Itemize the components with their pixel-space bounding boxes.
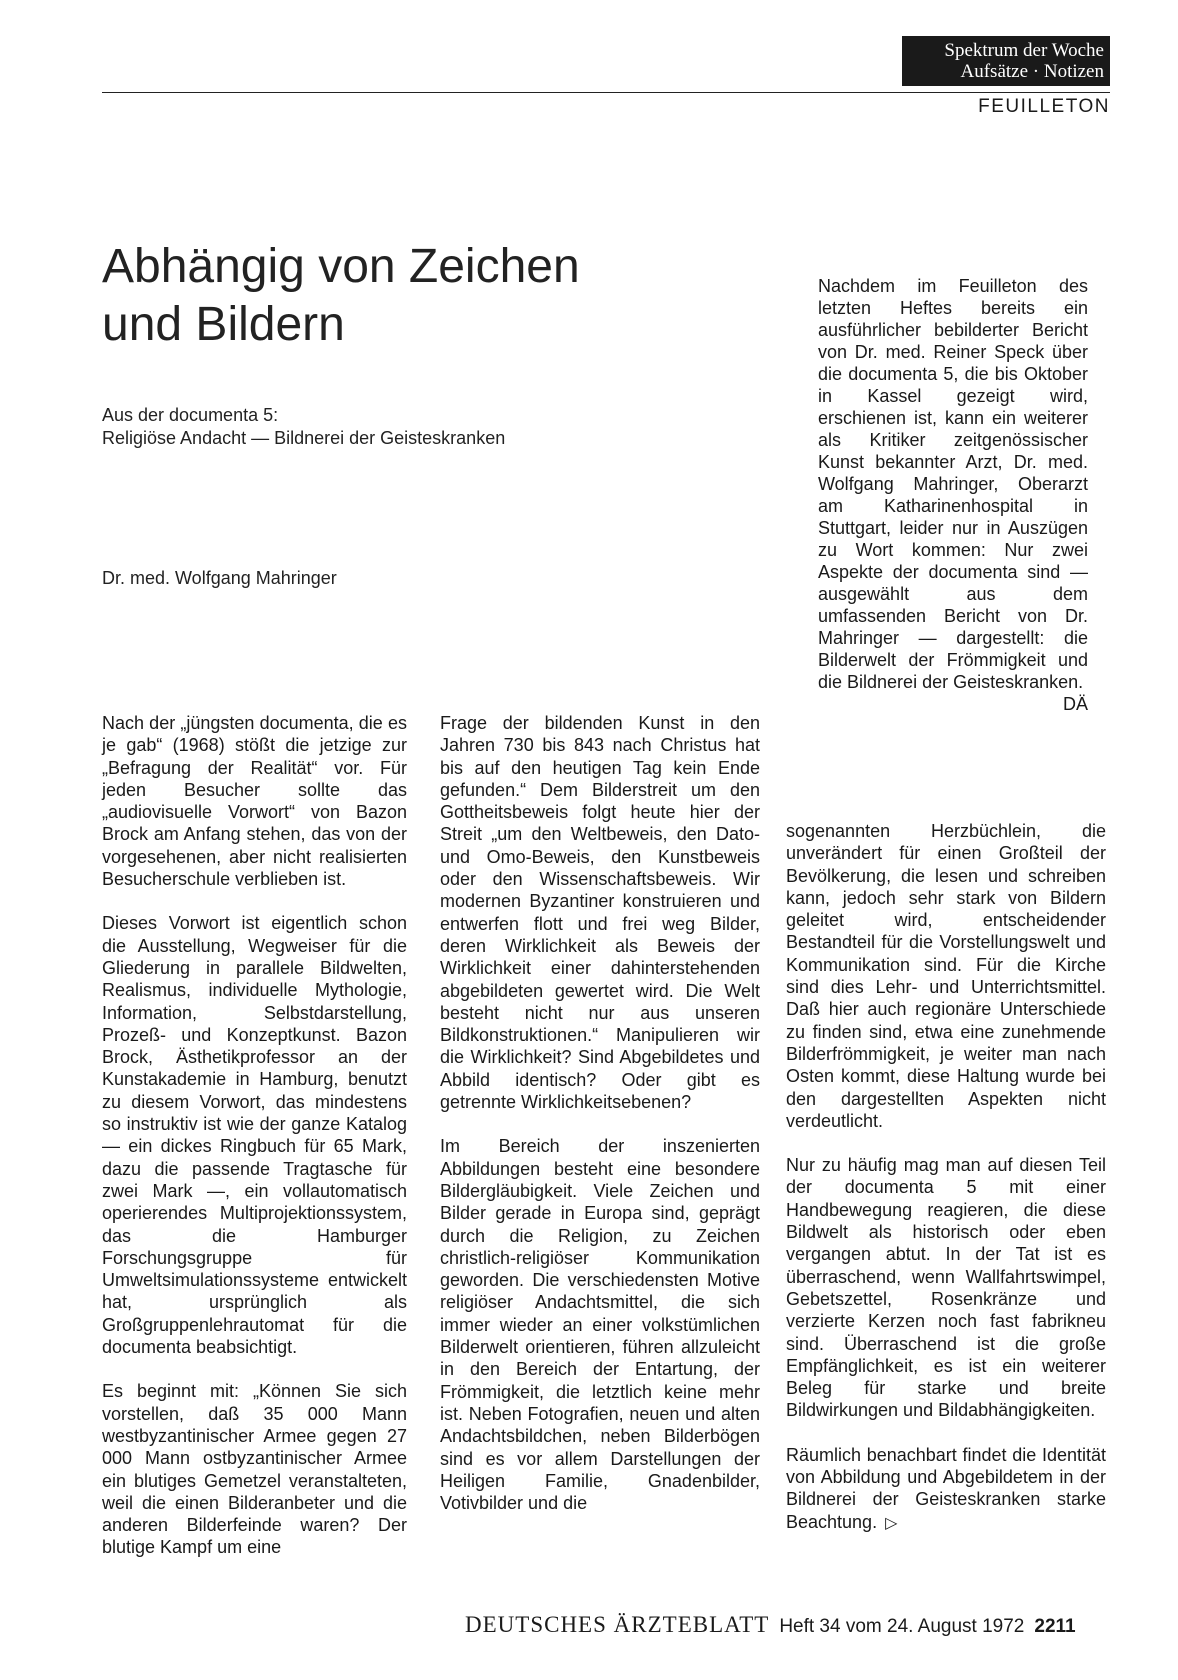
issue-info: Heft 34 vom 24. August 1972 bbox=[779, 1616, 1025, 1637]
title-line-2: und Bildern bbox=[102, 298, 345, 351]
subtitle-line-1: Aus der documenta 5: bbox=[102, 405, 279, 425]
section-label: FEUILLETON bbox=[978, 96, 1110, 117]
subtitle-line-2: Religiöse Andacht — Bildnerei der Geisteskranken bbox=[102, 428, 506, 448]
intro-signature: DÄ bbox=[1062, 694, 1088, 714]
journal-name: DEUTSCHES ÄRZTEBLATT bbox=[465, 1612, 770, 1637]
header-rule bbox=[102, 92, 1110, 93]
paragraph: Nur zu häufig mag man auf diesen Teil der documenta 5 mit einer Handbewegung reagieren, die diese Bildwelt als historisch oder eben vergangen abtut. In der Tat ist es überraschend, wenn Wallfahrtswimpel, Gebetszettel, Rosenkränze und verzierte Kerzen noch fast fabrikneu sind. Überraschend ist die große Empfänglichkeit, es ist ein weiterer Beleg für starke und breite Bildwirkungen und Bildabhängigkeiten. bbox=[786, 1155, 1106, 1421]
page-footer bbox=[465, 1612, 1076, 1638]
paragraph: Es beginnt mit: „Können Sie sich vorstellen, daß 35 000 Mann westbyzantinischer Armee gegen 27 000 Mann ostbyzantinischer Armee ein blutiges Gemetzel veranstalteten, weil die einen Bilderanbeter und die anderen Bilderfeinde waren? Der blutige Kampf um eine bbox=[102, 1381, 407, 1558]
intro-text: Nachdem im Feuilleton des letzten Heftes bereits ein ausführlicher bebilderter Bericht von Dr. med. Reiner Speck über die documenta 5, die bis Oktober in Kassel gezeigt wird, erschienen ist, kann ein weiterer als Kritiker zeitgenössischer Kunst bekannter Arzt, Dr. med. Wolfgang Mahringer, Oberarzt am Katharinenhospital in Stuttgart, leider nur in Auszügen zu Wort kommen: Nur zwei Aspekte der documenta sind — ausgewählt aus dem umfassenden Bericht von Dr. Mahringer — dargestellt: die Bilderwelt der Frömmigkeit und die Bildnerei der Geisteskranken. bbox=[818, 276, 1088, 692]
paragraph: Dieses Vorwort ist eigentlich schon die Ausstellung, Wegweiser für die Gliederung in parallele Bildwelten, Realismus, individuelle Mythologie, Information, Selbstdarstellung, Prozeß- und Konzeptkunst. Bazon Brock, Ästhetikprofessor an der Kunstakademie in Hamburg, benutzt zu diesem Vorwort, das mindestens so instruktiv ist wie der ganze Katalog — ein dickes Ringbuch für 65 Mark, dazu die passende Tragtasche für zwei Mark —, ein vollautomatisch operierendes Multiprojektionssystem, das die Hamburger Forschungsgruppe für Umweltsimulationssysteme entwickelt hat, ursprünglich als Großgruppenlehrautomat für die documenta beabsichtigt. bbox=[102, 913, 407, 1358]
page-number: 2211 bbox=[1034, 1616, 1076, 1637]
badge-line-2: Aufsätze · Notizen bbox=[960, 61, 1104, 82]
paragraph-text: Räumlich benachbart findet die Identität von Abbildung und Abgebildetem in der Bildnerei der Geisteskranken starke Beachtung. bbox=[786, 1444, 1106, 1532]
title-line-1: Abhängig von Zeichen bbox=[102, 240, 580, 293]
paragraph: Im Bereich der inszenierten Abbildungen besteht eine besondere Bildergläubigkeit. Viele Zeichen und Bilder gerade in Europa sind, geprägt durch die Religion, zu Zeichen christlich-religiöser Kommunikation geworden. Die verschiedensten Motive religiöser Andachtsmittel, die sich immer wieder an einer volkstümlichen Bilderwelt orientieren, führen allzuleicht in den Bereich der Entartung, der Frömmigkeit, die letztlich keine mehr ist. Neben Fotografien, neuen und alten Andachtsbildchen, neben Bilderbögen sind es vor allem Darstellungen der Heiligen Familie, Gnadenbilder, Votivbilder und die bbox=[440, 1136, 760, 1514]
paragraph: Nach der „jüngsten documenta, die es je gab“ (1968) stößt die jetzige zur „Befragung der Realität“ vor. Für jeden Besucher sollte das „audiovisuelle Vorwort“ von Bazon Brock am Anfang stehen, das von der vorgesehenen, aber nicht realisierten Besucherschule verblieben ist. bbox=[102, 713, 407, 890]
editorial-intro bbox=[818, 275, 1088, 715]
text-column-3 bbox=[786, 820, 1106, 1557]
text-column-1 bbox=[102, 712, 407, 1581]
article-title bbox=[102, 238, 580, 354]
text-column-2 bbox=[440, 712, 760, 1536]
badge-line-1: Spektrum der Woche bbox=[944, 40, 1104, 61]
paragraph-last bbox=[786, 1444, 1106, 1535]
paragraph: Frage der bildenden Kunst in den Jahren 730 bis 843 nach Christus hat bis auf den heutigen Tag kein Ende gefunden.“ Dem Bilderstreit um den Gottheitsbeweis folgt heute hier der Streit „um den Weltbeweis, den Dato- und Omo-Beweis, den Kunstbeweis oder den Wissenschaftsbeweis. Wir modernen Byzantiner konstruieren und entwerfen flott und frei weg Bilder, deren Wirklichkeit als Beweis der Wirklichkeit einer dahinterstehenden abgebildeten gewertet wird. Die Welt besteht nicht nur aus unseren Bildkonstruktionen.“ Manipulieren wir die Wirklichkeit? Sind Abgebildetes und Abbild identisch? Oder gibt es getrennte Wirklichkeitsebenen? bbox=[440, 713, 760, 1113]
article-subtitle bbox=[102, 404, 505, 450]
continue-arrow-icon: ▷ bbox=[885, 1514, 898, 1532]
paragraph: sogenannten Herzbüchlein, die unverändert für einen Großteil der Bevölkerung, die lesen und schreiben kann, jedoch sehr stark von Bildern geleitet wird, entscheidender Bestandteil für die Vorstellungswelt und Kommunikation sind. Für die Kirche sind dies Lehr- und Unterrichtsmittel. Daß hier auch regionäre Unterschiede zu finden sind, etwa eine zunehmende Bilderfrömmigkeit, je weiter man nach Osten kommt, diese Haltung wurde bei den dargestellten Aspekten nicht verdeutlicht. bbox=[786, 821, 1106, 1131]
section-badge bbox=[902, 36, 1110, 86]
author-byline: Dr. med. Wolfgang Mahringer bbox=[102, 568, 337, 588]
